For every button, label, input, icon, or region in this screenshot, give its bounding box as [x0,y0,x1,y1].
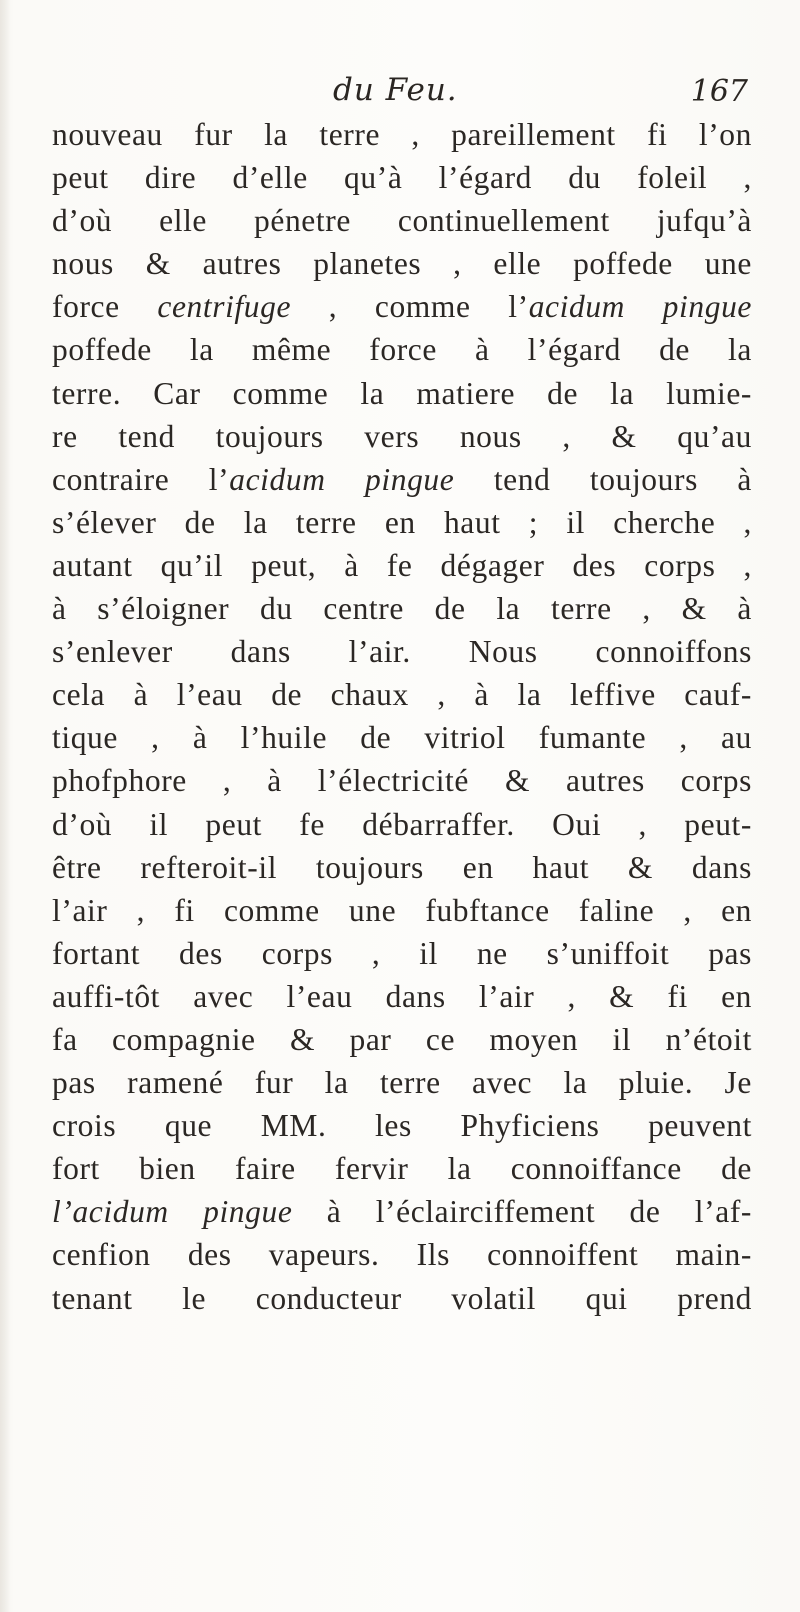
text-run: l’air , fi comme une fubftance faline , en [52,892,752,928]
italic-term: acidum pingue [528,289,753,325]
page-gutter-shadow [0,0,10,1612]
text-run: à s’éloigner du centre de la terre , & à [52,591,752,627]
text-line [52,156,752,199]
text-run: re tend toujours vers nous , & qu’au [52,418,752,454]
text-run: contraire l’ [52,461,230,497]
text-run: tique , à l’huile de vitriol fumante , au [52,720,752,756]
text-line [52,975,752,1018]
text-run: poffede la même force à l’égard de la [52,332,752,368]
text-line [52,803,752,846]
text-run: fortant des corps , il ne s’uniffoit pas [52,935,752,971]
text-run: auffi-tôt avec l’eau dans l’air , & fi en [52,978,752,1014]
text-line [52,1104,752,1147]
text-run: d’où elle pénetre continuellement jufqu’à [52,203,752,239]
italic-term: centrifuge [157,289,292,325]
page-number: 167 [690,74,748,109]
italic-term: l’acidum pingue [52,1194,293,1230]
text-run: nous & autres planetes , elle poffede une [52,246,752,282]
text-line [52,285,752,328]
text-line [52,889,752,932]
text-run: tenant le conducteur volatil qui prend [52,1280,752,1316]
text-run: tend toujours à [454,461,752,497]
text-run: phofphore , à l’électricité & autres corps [52,763,752,799]
text-line [52,1233,752,1276]
text-run: à l’éclairciffement de l’af- [292,1194,752,1230]
text-run: , comme l’ [291,289,529,325]
text-run: cenfion des vapeurs. Ils connoiffent main- [52,1237,752,1273]
running-head: du Feu. [333,72,458,108]
text-run: fort bien faire fervir la connoiffance de [52,1151,752,1187]
italic-term: acidum pingue [229,461,455,497]
text-line [52,1018,752,1061]
text-line [52,630,752,673]
text-line [52,544,752,587]
text-line [52,372,752,415]
text-run: crois que MM. les Phyficiens peuvent [52,1108,752,1144]
body-text [52,113,752,1320]
text-line [52,328,752,371]
text-line [52,1061,752,1104]
text-line [52,1277,752,1320]
text-run: autant qu’il peut, à fe dégager des corps , [52,547,752,583]
text-run: s’élever de la terre en haut ; il cherche , [52,504,752,540]
text-line [52,458,752,501]
text-line [52,1147,752,1190]
text-run: pas ramené fur la terre avec la pluie. Je [52,1065,752,1101]
text-line [52,242,752,285]
text-line [52,759,752,802]
text-line [52,415,752,458]
text-line [52,846,752,889]
text-line [52,1190,752,1233]
text-run: nouveau fur la terre , pareillement fi l’on [52,117,752,152]
text-line [52,716,752,759]
text-line [52,113,752,156]
text-run: d’où il peut fe débarraffer. Oui , peut- [52,806,752,842]
text-run: terre. Car comme la matiere de la lumie- [52,375,752,411]
text-line [52,501,752,544]
text-run: cela à l’eau de chaux , à la leffive cauf- [52,677,752,713]
page-header [40,72,760,112]
text-run: s’enlever dans l’air. Nous connoiffons [52,634,752,670]
text-run: être refteroit-il toujours en haut & dans [52,849,752,885]
text-line [52,199,752,242]
text-run: fa compagnie & par ce moyen il n’étoit [52,1021,752,1057]
text-run: force [52,289,158,325]
text-run: peut dire d’elle qu’à l’égard du foleil , [52,160,752,196]
text-line [52,673,752,716]
text-line [52,932,752,975]
text-line [52,587,752,630]
